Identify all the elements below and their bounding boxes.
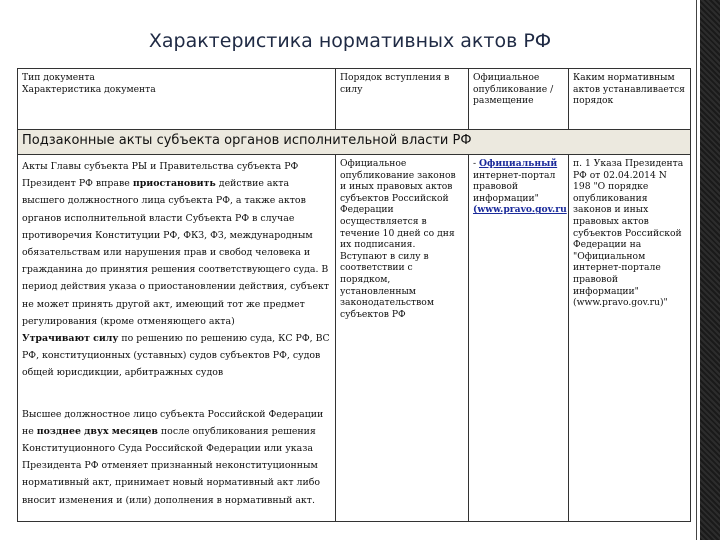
- decorative-border: [700, 0, 720, 540]
- portal-link[interactable]: Официальный: [479, 158, 558, 169]
- portal-text: интернет-портал правовой информации": [473, 169, 556, 204]
- text: Президент РФ вправе: [22, 178, 133, 190]
- paragraph-suspension: [22, 175, 331, 381]
- header-characteristic-label: Характеристика документа: [22, 83, 156, 95]
- paragraph-intro: Акты Главы субъекта РЫ и Правительства субъекта РФ: [22, 161, 299, 172]
- cell-publication: [469, 155, 569, 522]
- bold-text: Утрачивают силу: [22, 333, 119, 345]
- header-type-label: Тип документа: [22, 72, 95, 83]
- page-title: Характеристика нормативных актов РФ: [148, 30, 552, 52]
- portal-url-link[interactable]: (www.pravo.gov.ru: [473, 204, 567, 216]
- table-row: [18, 155, 691, 522]
- text: по решению по решению суда, КС РФ, ВС РФ, конституционных (уставных) судов субъектов РФ, судов общей юрисдикции, арбитражных судов: [22, 333, 330, 379]
- dash: -: [473, 158, 480, 169]
- section-row: [18, 130, 691, 155]
- frame-divider: [696, 0, 697, 540]
- entry-text: Официальное опубликование законов и иных правовых актов субъектов Российской Федерации осуществляется в течение 10 дней со дня их подписания. Вступают в силу в соответствии с порядком, установленным законодательством субъектов РФ: [340, 158, 456, 320]
- bold-text: позднее двух месяцев: [36, 425, 158, 437]
- header-row: [18, 69, 691, 130]
- section-title: Подзаконные акты субъекта органов исполнительной власти РФ: [18, 130, 691, 155]
- header-entry-into-force: Порядок вступления в силу: [336, 69, 469, 130]
- cell-characteristic: [18, 155, 336, 522]
- bold-text: приостановить: [132, 178, 216, 190]
- acts-table: [17, 68, 691, 522]
- header-type: [18, 69, 336, 130]
- header-publication: Официальное опубликование / размещение: [469, 69, 569, 130]
- cell-entry-into-force: [336, 155, 469, 522]
- regulating-act-text: п. 1 Указа Президента РФ от 02.04.2014 N 198 "О порядке опубликования законов и иных правовых актов субъектов Российской Федерации на "Официальном интернет-портале правовой информации" (www.pravo.gov.ru)": [573, 158, 684, 309]
- text: Высшее должностное лицо субъекта Российской Федерации не: [22, 408, 324, 437]
- cell-regulating-act: [569, 155, 691, 522]
- text: после опубликования решения Конституционного Суда Российской Федерации или указа Президента РФ отменяет признанный неконституционным нормативный акт, принимает новый нормативный акт либо вносит изменения и (или) дополнения в нормативный акт.: [22, 425, 321, 506]
- paragraph-deadline: [22, 406, 331, 509]
- header-regulating-act: Каким нормативным актов устанавливается порядок: [569, 69, 691, 130]
- text: действие акта высшего должностного лица субъекта РФ, а также актов органов исполнительной власти Субъекта РФ в случае противоречия Конституции РФ, ФКЗ, ФЗ, международным обязательствам или нарушения прав и свобод человека и гражданина до принятия решения соответствующего суда. В период действия указа о приостановлении действия, субъект не может принять другой акт, имеющий тот же предмет регулирования (кроме отменяющего акта): [22, 178, 330, 327]
